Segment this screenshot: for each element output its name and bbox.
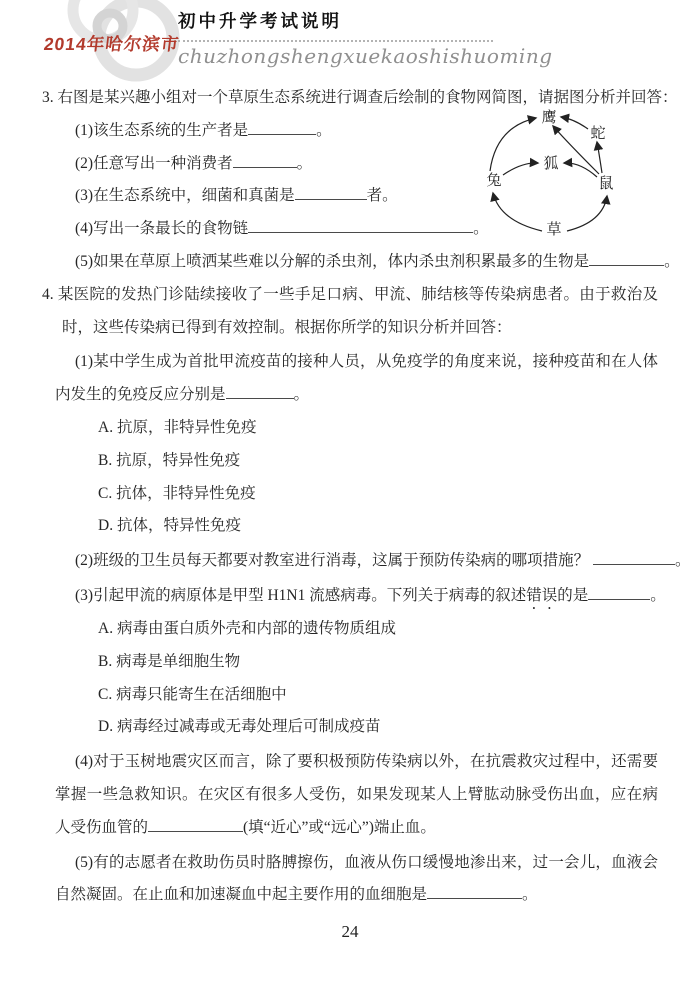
edge-grass-rabbit	[493, 193, 542, 231]
q3-item-1: (1)该生态系统的生产者是 。	[75, 121, 332, 139]
edge-rat-fox	[564, 163, 597, 177]
title-block	[178, 8, 553, 68]
answer-blank	[248, 219, 473, 233]
answer-blank	[248, 121, 316, 135]
answer-blank	[593, 551, 675, 565]
q3-item-3: (3)在生态系统中，细菌和真菌是 者。	[75, 187, 398, 205]
q4-item3-option-d: D. 病毒经过减毒或无毒处理后可制成疫苗	[98, 718, 381, 736]
page-header	[0, 0, 700, 82]
q3-item-2: (2)任意写出一种消费者 。	[75, 154, 313, 172]
q4-item3-option-b: B. 病毒是单细胞生物	[98, 652, 241, 670]
node-fox: 狐	[543, 156, 559, 172]
answer-blank	[233, 154, 297, 168]
q4-item1-option-c: C. 抗体，非特异性免疫	[98, 484, 256, 502]
q4-item-5: (5)有的志愿者在救助伤员时胳膊擦伤，血液从伤口缓慢地渗出来，过一会儿，血液会自然凝固。在止血和加速凝血中起主要作用的血细胞是 。	[55, 853, 658, 904]
emphasized-text: 错误	[526, 586, 558, 604]
node-grass: 草	[546, 222, 562, 238]
q4-stem: 4. 某医院的发热门诊陆续接收了一些手足口病、甲流、肺结核等传染病患者。由于救治及时，这些传染病已得到有效控制。根据你所学的知识分析并回答：	[42, 285, 658, 336]
node-rat: 鼠	[598, 176, 614, 192]
q4-item3-option-c: C. 病毒只能寄生在活细胞中	[98, 685, 287, 703]
answer-blank	[588, 586, 650, 600]
edge-rabbit-fox	[503, 163, 538, 175]
q4-item-2: (2)班级的卫生员每天都要对教室进行消毒，这属于预防传染病的哪项措施？ 。	[75, 552, 691, 570]
dotted-divider	[178, 40, 493, 42]
node-snake: 蛇	[590, 126, 606, 142]
q3-item-5: (5)如果在草原上喷洒某些难以分解的杀虫剂，体内杀虫剂积累最多的生物是 。	[75, 252, 680, 270]
node-rabbit: 兔	[486, 173, 502, 189]
q3-item-4: (4)写出一条最长的食物链 。	[75, 220, 489, 238]
page-number: 24	[341, 922, 359, 942]
q4-item-1: (1)某中学生成为首批甲流疫苗的接种人员，从免疫学的角度来说，接种疫苗和在人体内发生的免疫反应分别是 。	[55, 353, 658, 404]
q4-item-4: (4)对于玉树地震灾区而言，除了要积极预防传染病以外，在抗震救灾过程中，还需要掌握一些急救知识。在灾区有很多人受伤，如果发现某人上臂肱动脉受伤出血，应在病人受伤血管的 (填“近心”或“远心”)端止血。	[55, 753, 658, 836]
q3-stem: 3. 右图是某兴趣小组对一个草原生态系统进行调查后绘制的食物网简图，请据图分析并回答：	[42, 89, 678, 106]
edge-grass-rat	[567, 196, 607, 231]
answer-blank	[148, 818, 243, 832]
q4-item1-option-b: B. 抗原，特异性免疫	[98, 451, 241, 469]
doc-title-pinyin: chuzhongshengxuekaoshishuoming	[178, 44, 553, 68]
answer-blank	[295, 186, 367, 200]
q4-item3-option-a: A. 病毒由蛋白质外壳和内部的遗传物质组成	[98, 619, 396, 637]
page-footer	[42, 920, 658, 944]
answer-blank	[427, 885, 522, 899]
q4-item-3: (3)引起甲流的病原体是甲型 H1N1 流感病毒。下列关于病毒的叙述错误的是 。	[75, 586, 666, 604]
brand-name: 2014年哈尔滨市	[42, 34, 181, 54]
edge-snake-eagle	[561, 117, 588, 129]
question-4	[42, 279, 691, 912]
answer-blank	[226, 385, 294, 399]
doc-title: 初中升学考试说明	[178, 11, 342, 31]
q4-item1-option-d: D. 抗体，特异性免疫	[98, 517, 241, 535]
q4-item1-option-a: A. 抗原，非特异性免疫	[98, 418, 257, 436]
node-eagle: 鹰	[541, 110, 557, 126]
edge-rat-snake	[597, 142, 602, 173]
food-web-diagram	[470, 101, 652, 253]
answer-blank	[589, 252, 664, 266]
